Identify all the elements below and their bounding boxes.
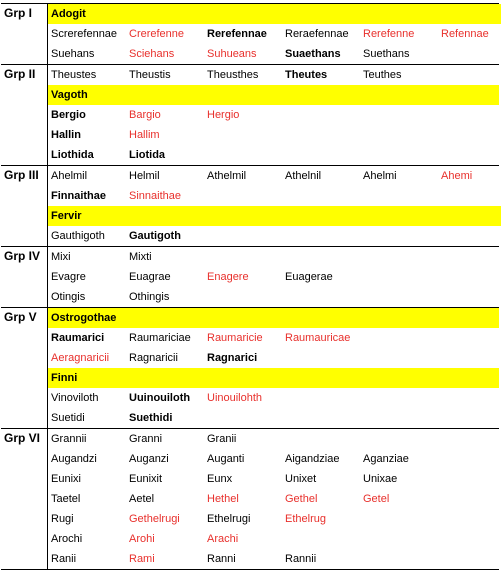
table-cell[interactable]: Ragnarici	[207, 352, 258, 364]
table-cell[interactable]: Suaethans	[285, 48, 341, 60]
table-cell[interactable]: Theutes	[285, 69, 328, 81]
table-cell[interactable]: Finnaithae	[51, 190, 107, 202]
table-cell[interactable]: Mixi	[51, 251, 71, 263]
group-block	[1, 246, 499, 307]
table-cell[interactable]: Ahelmil	[51, 170, 88, 182]
table-cell[interactable]: Rerefennae	[207, 28, 267, 40]
table-cell[interactable]: Grannii	[51, 433, 87, 445]
table-row	[48, 105, 499, 125]
highlighted-header-row	[48, 85, 499, 105]
table-cell[interactable]: Eunx	[207, 473, 233, 485]
group-label[interactable]: Grp VI	[1, 429, 48, 569]
table-cell[interactable]: Sinnaithae	[129, 190, 181, 202]
table-cell[interactable]: Evagre	[51, 271, 86, 283]
table-cell[interactable]: Rannii	[285, 553, 317, 565]
table-cell[interactable]: Arochi	[51, 533, 83, 545]
table-cell[interactable]: Getel	[363, 493, 390, 505]
table-cell[interactable]: Raumariciae	[129, 332, 191, 344]
group-block	[1, 307, 499, 428]
table-cell[interactable]: Vinoviloth	[51, 392, 99, 404]
group-label[interactable]: Grp II	[1, 65, 48, 165]
table-cell[interactable]: Unixae	[363, 473, 398, 485]
group-label[interactable]: Grp III	[1, 166, 48, 246]
table-cell[interactable]: Uinouilohth	[207, 392, 263, 404]
table-cell[interactable]: Auganzi	[129, 453, 169, 465]
group-block	[1, 64, 499, 165]
table-cell[interactable]: Suetidi	[51, 412, 85, 424]
table-cell[interactable]: Gethelrugi	[129, 513, 180, 525]
table-row	[48, 489, 499, 509]
table-cell[interactable]: Raumarici	[51, 332, 105, 344]
table-cell[interactable]: Taetel	[51, 493, 81, 505]
table-cell[interactable]: Helmil	[129, 170, 160, 182]
table-cell[interactable]: Athelmil	[207, 170, 247, 182]
group-rows	[48, 4, 501, 64]
table-cell[interactable]: Granii	[207, 433, 237, 445]
table-cell[interactable]: Suehans	[51, 48, 95, 60]
table-cell[interactable]: Ethelrug	[285, 513, 326, 525]
highlighted-header-row	[48, 4, 501, 24]
spreadsheet	[1, 3, 499, 570]
table-row	[48, 166, 501, 186]
table-cell[interactable]: Aigandziae	[285, 453, 340, 465]
table-cell[interactable]: Vagoth	[51, 89, 88, 101]
table-cell[interactable]: Uuinouiloth	[129, 392, 191, 404]
table-row	[48, 348, 499, 368]
table-cell[interactable]: Mixti	[129, 251, 152, 263]
table-cell[interactable]: Eunixi	[51, 473, 81, 485]
table-cell[interactable]: Gautigoth	[129, 230, 181, 242]
group-block	[1, 3, 499, 64]
group-rows	[48, 65, 499, 165]
table-cell[interactable]: Gethel	[285, 493, 318, 505]
table-cell[interactable]: Screrefennae	[51, 28, 118, 40]
table-cell[interactable]: Aetel	[129, 493, 155, 505]
table-cell[interactable]: Rugi	[51, 513, 74, 525]
table-cell[interactable]: Ranii	[51, 553, 77, 565]
table-cell[interactable]: Finni	[51, 372, 78, 384]
table-cell[interactable]: Arachi	[207, 533, 239, 545]
table-cell[interactable]: Rami	[129, 553, 155, 565]
table-cell[interactable]: Hethel	[207, 493, 239, 505]
table-cell[interactable]: Euagrae	[129, 271, 171, 283]
table-cell[interactable]: Sciehans	[129, 48, 175, 60]
table-row	[48, 529, 499, 549]
table-cell[interactable]: Gauthigoth	[51, 230, 105, 242]
table-cell[interactable]: Raumaricie	[207, 332, 263, 344]
table-cell[interactable]: Otingis	[51, 291, 86, 303]
table-cell[interactable]: Unixet	[285, 473, 317, 485]
table-cell[interactable]: Hallim	[129, 129, 160, 141]
table-cell[interactable]: Ethelrugi	[207, 513, 251, 525]
table-cell[interactable]: Aganziae	[363, 453, 409, 465]
table-cell[interactable]: Eunixit	[129, 473, 163, 485]
table-row	[48, 186, 501, 206]
table-row	[48, 125, 499, 145]
table-row	[48, 408, 499, 428]
table-cell[interactable]: Aeragnaricii	[51, 352, 110, 364]
table-cell[interactable]: Bargio	[129, 109, 161, 121]
table-cell[interactable]: Enagere	[207, 271, 249, 283]
table-row	[48, 469, 499, 489]
table-cell[interactable]: Augandzi	[51, 453, 97, 465]
highlighted-header-row	[48, 206, 501, 226]
table-cell[interactable]: Crerefenne	[129, 28, 185, 40]
table-cell[interactable]: Raumauricae	[285, 332, 351, 344]
table-cell[interactable]: Athelnil	[285, 170, 322, 182]
group-rows	[48, 429, 499, 569]
table-cell[interactable]: Theustes	[51, 69, 97, 81]
group-label[interactable]: Grp V	[1, 308, 48, 428]
table-cell[interactable]: Granni	[129, 433, 163, 445]
table-cell[interactable]: Theustis	[129, 69, 171, 81]
group-rows	[48, 166, 501, 246]
table-cell[interactable]: Ostrogothae	[51, 312, 117, 324]
table-cell[interactable]: Auganti	[207, 453, 245, 465]
table-cell[interactable]: Ranni	[207, 553, 236, 565]
highlighted-header-row	[48, 368, 499, 388]
table-cell[interactable]: Euagerae	[285, 271, 333, 283]
table-cell[interactable]: Teuthes	[363, 69, 402, 81]
table-cell[interactable]: Suethidi	[129, 412, 173, 424]
table-cell[interactable]: Refennae	[441, 28, 489, 40]
group-rows	[48, 247, 499, 307]
table-cell[interactable]: Reraefennae	[285, 28, 349, 40]
table-row	[48, 287, 499, 307]
group-rows	[48, 308, 499, 428]
highlighted-header-row	[48, 308, 499, 328]
table-row	[48, 44, 501, 64]
table-cell[interactable]: Bergio	[51, 109, 86, 121]
table-cell[interactable]: Othingis	[129, 291, 170, 303]
table-cell[interactable]: Hergio	[207, 109, 240, 121]
table-row	[48, 328, 499, 348]
table-row	[48, 509, 499, 529]
table-row	[48, 449, 499, 469]
table-row	[48, 65, 499, 85]
table-row	[48, 145, 499, 165]
table-cell[interactable]: Ahemi	[441, 170, 473, 182]
table-row	[48, 388, 499, 408]
table-row	[48, 267, 499, 287]
table-cell[interactable]: Fervir	[51, 210, 82, 222]
table-row	[48, 549, 499, 569]
table-cell[interactable]: Rerefenne	[363, 28, 415, 40]
table-cell[interactable]: Suhueans	[207, 48, 257, 60]
table-row	[48, 24, 501, 44]
table-cell[interactable]: Ahelmi	[363, 170, 397, 182]
table-cell[interactable]: Theusthes	[207, 69, 259, 81]
group-block	[1, 428, 499, 570]
table-cell[interactable]: Ragnaricii	[129, 352, 178, 364]
group-label[interactable]: Grp IV	[1, 247, 48, 307]
group-label[interactable]: Grp I	[1, 4, 48, 64]
table-cell[interactable]: Suethans	[363, 48, 410, 60]
group-block	[1, 165, 499, 246]
table-cell[interactable]: Arohi	[129, 533, 155, 545]
table-cell[interactable]: Liothida	[51, 149, 94, 161]
table-row	[48, 429, 499, 449]
table-row	[48, 247, 499, 267]
table-cell[interactable]: Adogit	[51, 8, 86, 20]
table-row	[48, 226, 501, 246]
table-cell[interactable]: Hallin	[51, 129, 81, 141]
table-cell[interactable]: Liotida	[129, 149, 166, 161]
